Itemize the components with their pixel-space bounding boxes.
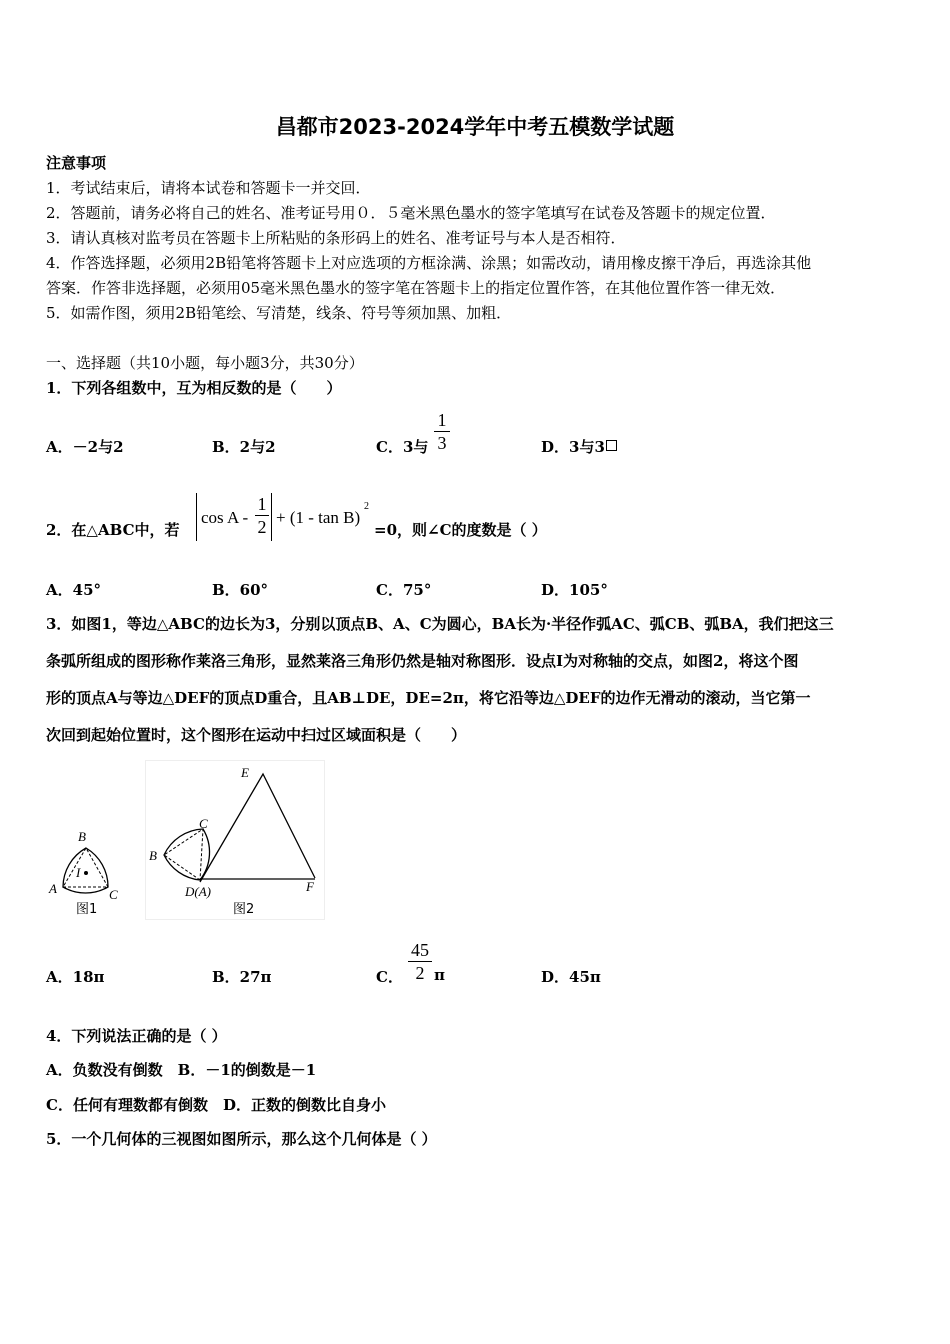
q1-option-b: B．2与2: [212, 438, 276, 456]
page-title: 昌都市2023-2024学年中考五模数学试题: [275, 115, 675, 139]
fig2-label: D(A): [185, 884, 211, 899]
fraction-numerator: 45: [411, 940, 429, 960]
abs-bar-left: [196, 493, 197, 541]
q2-exponent: 2: [364, 501, 369, 512]
q3-option-a: A．18π: [46, 968, 105, 986]
abs-bar-right: [271, 493, 272, 541]
q3-option-c-prefix: C．: [376, 968, 403, 986]
notice-item: 答案．作答非选择题，必须用05毫米黑色墨水的签字笔在答题卡上的指定位置作答，在其他位置作答一律无效．: [46, 279, 786, 297]
q3-option-b: B．27π: [212, 968, 272, 986]
q1-option-a: A．－2与2: [46, 438, 124, 456]
fig1-caption: 图1: [76, 902, 98, 917]
q3-option-c-fraction: [408, 940, 432, 983]
q3-stem-line: 次回到起始位置时，这个图形在运动中扫过区域面积是（ ）: [46, 726, 467, 744]
q2-stem-suffix: =0，则∠C的度数是（ ）: [374, 521, 547, 539]
fig2-label: F: [306, 879, 314, 894]
fig1-label: I: [76, 865, 81, 880]
fraction-numerator: 1: [257, 494, 267, 514]
section-heading: 一、选择题（共10小题，每小题3分，共30分）: [46, 354, 364, 372]
fig1-label: A: [49, 881, 57, 896]
q4-options-ab: A．负数没有倒数 B．－1的倒数是－1: [46, 1061, 317, 1079]
corrupt-glyph-icon: [606, 440, 617, 451]
notice-item: 2．答题前，请务必将自己的姓名、准考证号用０．５毫米黑色墨水的签字笔填写在试卷及答题卡的规定位置．: [46, 204, 776, 222]
notice-heading: 注意事项: [46, 154, 107, 172]
q1-option-c-fraction: [434, 410, 450, 453]
figure-2-rolling-triangle: [145, 760, 325, 920]
fig1-label: B: [78, 829, 86, 844]
q2-option-a: A．45°: [46, 581, 102, 599]
fraction-numerator: 1: [437, 410, 447, 430]
q1-option-c: C．3与: [376, 438, 429, 456]
q1-stem: 1．下列各组数中，互为相反数的是（ ）: [46, 379, 342, 397]
q3-stem-line: 3．如图1，等边△ABC的边长为3，分别以顶点B、A、C为圆心，BA长为·半径作弧AC、弧CB、弧BA，我们把这三: [46, 615, 834, 633]
q5-stem: 5．一个几何体的三视图如图所示，那么这个几何体是（ ）: [46, 1130, 437, 1148]
q3-stem-line: 形的顶点A与等边△DEF的顶点D重合，且AB⊥DE，DE=2π，将它沿等边△DEF的边作无滑动的滚动，当它第一: [46, 689, 811, 707]
q4-options-cd: C．任何有理数都有倒数 D．正数的倒数比自身小: [46, 1096, 386, 1114]
notice-item: 1．考试结束后，请将本试卷和答题卡一并交回．: [46, 179, 371, 197]
fig2-label: E: [241, 765, 249, 780]
q4-stem: 4．下列说法正确的是（ ）: [46, 1027, 227, 1045]
q2-half-fraction: [255, 494, 269, 537]
q2-cos-term: cos A -: [201, 508, 249, 527]
fig2-label: B: [149, 848, 157, 863]
q3-option-c-suffix: π: [434, 966, 445, 984]
fraction-denominator: 2: [415, 963, 425, 983]
q2-option-c: C．75°: [376, 581, 432, 599]
fig2-caption: 图2: [233, 902, 255, 917]
q3-option-d: D．45π: [541, 968, 601, 986]
q2-stem-prefix: 2．在△ABC中，若: [46, 521, 180, 539]
q3-stem-line: 条弧所组成的图形称作莱洛三角形，显然莱洛三角形仍然是轴对称图形．设点I为对称轴的交点，如图2，将这个图: [46, 652, 799, 670]
fig1-label: C: [109, 887, 118, 902]
notice-item: 5．如需作图，须用2B铅笔绘、写清楚，线条、符号等须加黑、加粗．: [46, 304, 512, 322]
q2-option-d: D．105°: [541, 581, 608, 599]
fraction-denominator: 2: [257, 517, 267, 537]
notice-item: 3．请认真核对监考员在答题卡上所粘贴的条形码上的姓名、准考证号与本人是否相符．: [46, 229, 626, 247]
q2-option-b: B．60°: [212, 581, 269, 599]
fig2-label: C: [199, 816, 208, 831]
q2-tan-term: + (1 - tan B): [276, 508, 361, 527]
q1-option-d: [541, 436, 617, 457]
fraction-denominator: 3: [437, 433, 447, 453]
q1-option-d-text: D．3与3: [541, 438, 605, 456]
figure-1-reuleaux-triangle: [46, 825, 131, 920]
notice-item: 4．作答选择题，必须用2B铅笔将答题卡上对应选项的方框涂满、涂黑；如需改动，请用橡皮擦干净后，再选涂其他: [46, 254, 812, 272]
